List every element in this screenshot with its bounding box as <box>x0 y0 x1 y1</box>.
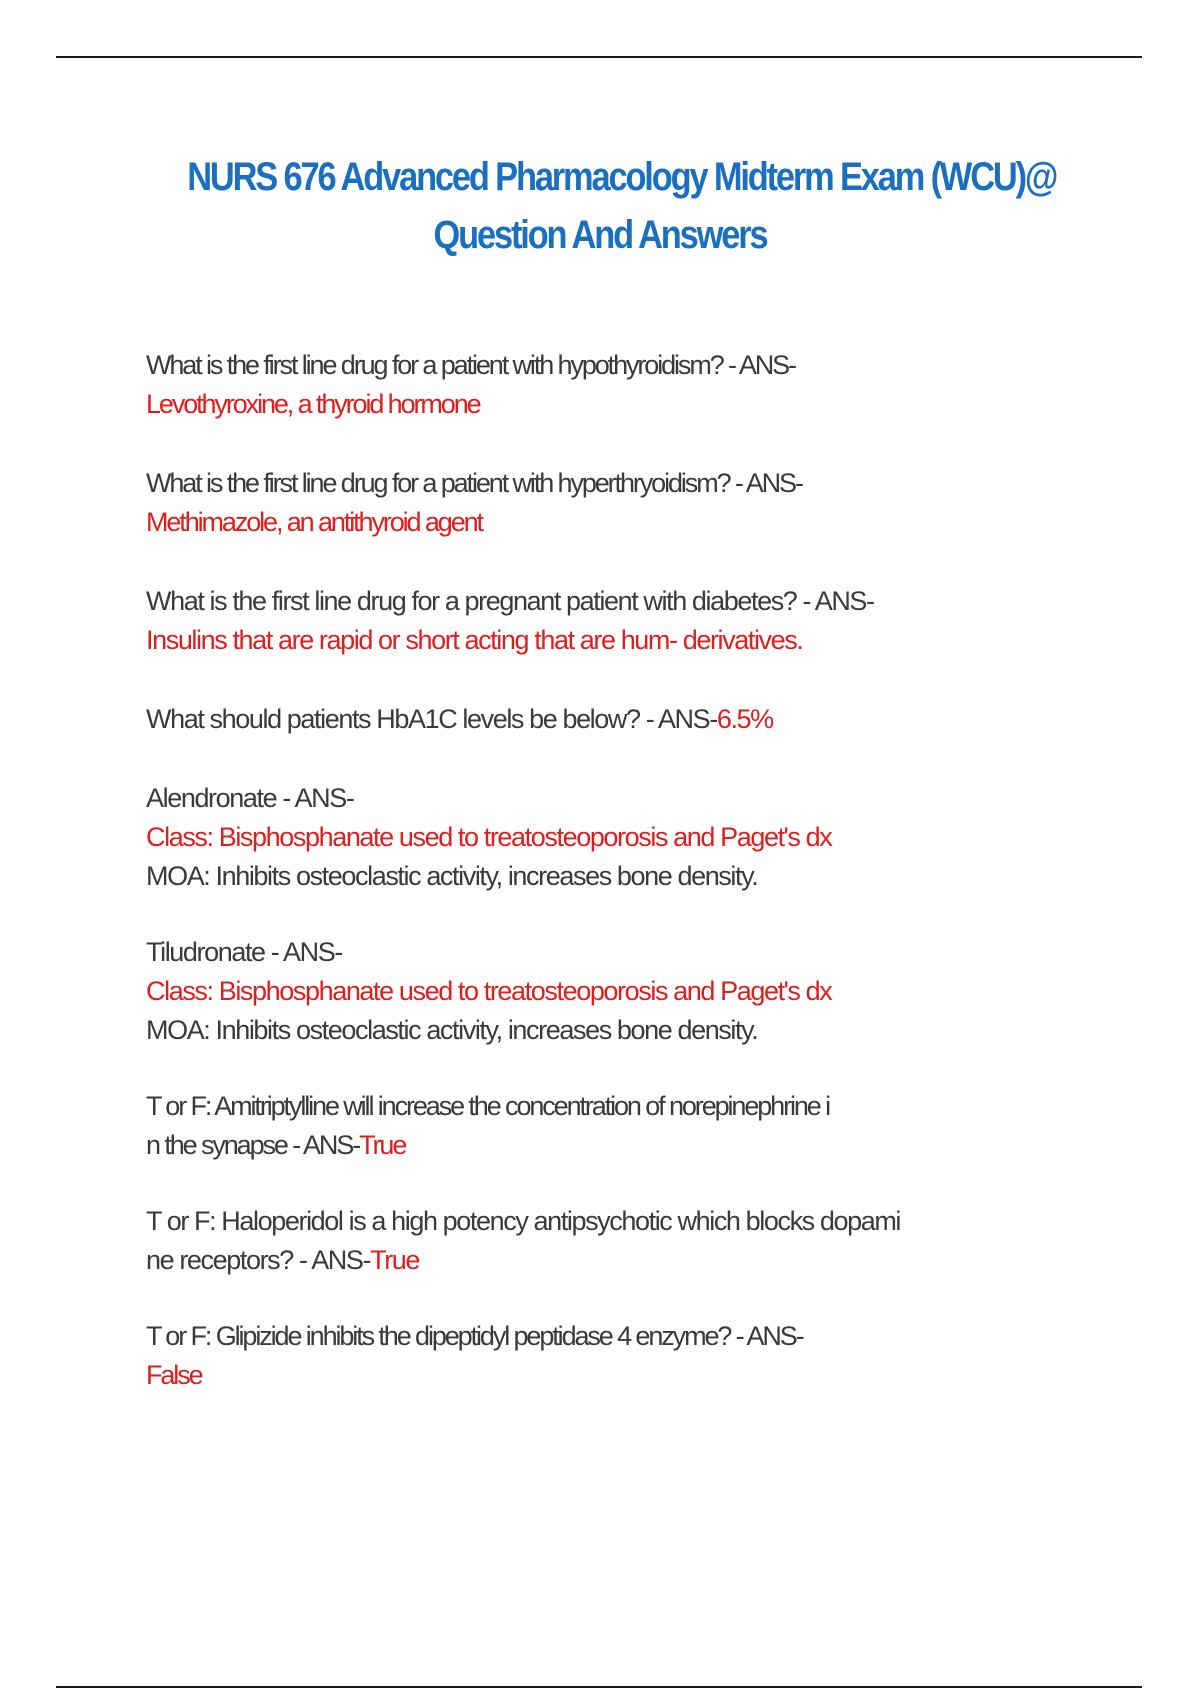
answer-text: Insulins that are rapid or short acting that are hum- derivatives. <box>146 625 803 655</box>
answer-text: 6.5% <box>716 704 773 734</box>
header-rule <box>56 56 1142 58</box>
question-text: T or F: Glipizide inhibits the dipeptidyl peptidase 4 enzyme? - ANS- <box>146 1321 803 1351</box>
qa-list <box>146 346 1086 1395</box>
question-text: What should patients HbA1C levels be below? - ANS- <box>146 704 717 734</box>
question-text: What is the first line drug for a patient with hypothyroidism? - ANS- <box>146 350 795 380</box>
qa-item <box>146 1317 1086 1395</box>
qa-item <box>146 346 1086 424</box>
document-title <box>187 148 1057 264</box>
title-line-1: NURS 676 Advanced Pharmacology Midterm Exam (WCU)@ <box>187 155 1057 199</box>
moa-text: MOA: Inhibits osteoclastic activity, increases bone density. <box>146 1015 758 1045</box>
qa-item <box>146 779 1086 896</box>
answer-text: True <box>359 1130 406 1160</box>
qa-item <box>146 582 1086 660</box>
question-text-continued: n the synapse - ANS- <box>146 1130 360 1160</box>
qa-item <box>146 1202 1086 1280</box>
title-line-2: Question And Answers <box>433 213 767 257</box>
qa-item <box>146 1087 1086 1165</box>
question-text: What is the first line drug for a pregnant patient with diabetes? - ANS- <box>146 586 874 616</box>
question-text: What is the first line drug for a patient with hyperthryoidism? - ANS- <box>146 468 802 498</box>
answer-text: Class: Bisphosphanate used to treatosteoporosis and Paget's dx <box>146 976 832 1006</box>
answer-text: Levothyroxine, a thyroid hormone <box>146 389 480 419</box>
moa-text: MOA: Inhibits osteoclastic activity, increases bone density. <box>146 861 758 891</box>
question-text-continued: ne receptors? - ANS- <box>146 1245 371 1275</box>
question-text: Tiludronate - ANS- <box>146 937 342 967</box>
question-text: Alendronate - ANS- <box>146 783 354 813</box>
answer-text: Class: Bisphosphanate used to treatosteoporosis and Paget's dx <box>146 822 832 852</box>
answer-text: False <box>146 1360 202 1390</box>
answer-text: True <box>370 1245 420 1275</box>
question-text: T or F: Amitriptylline will increase the concentration of norepinephrine i <box>146 1091 830 1121</box>
qa-item <box>146 700 1086 739</box>
qa-item <box>146 464 1086 542</box>
question-text: T or F: Haloperidol is a high potency antipsychotic which blocks dopami <box>146 1206 901 1236</box>
answer-text: Methimazole, an antithyroid agent <box>146 507 482 537</box>
qa-item <box>146 933 1086 1050</box>
footer-rule <box>56 1686 1142 1688</box>
